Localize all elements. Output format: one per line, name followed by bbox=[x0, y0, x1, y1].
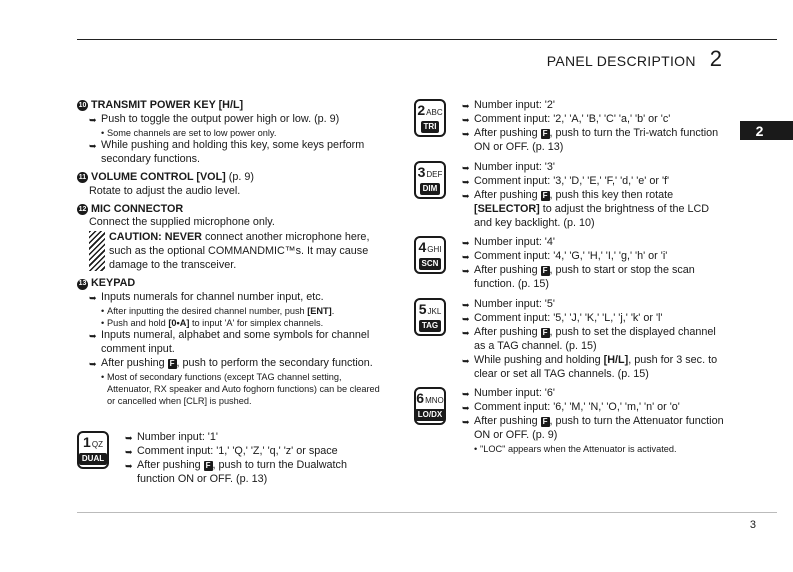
arrow-icon: ➥ bbox=[462, 163, 470, 173]
arrow-icon: ➥ bbox=[462, 314, 470, 324]
key-1-description: 1 QZ DUAL ➥ Number input: '1' ➥ Comment input: '1,' 'Q,' 'Z,' 'q,' 'z' or space ➥ After pushing F , push to turn the Dualwatch function ON or OFF. (p. 13) bbox=[77, 431, 387, 487]
section-title: PANEL DESCRIPTION bbox=[546, 53, 696, 69]
chapter-number: 2 bbox=[709, 46, 722, 71]
arrow-icon: ➥ bbox=[462, 238, 470, 248]
key-2-description: 2 ABC TRI ➥ Number input: '2' ➥ Comment input: '2,' 'A,' 'B,' 'C' 'a,' 'b' or 'c' ➥ After pushing F , push to turn the Tri-watch function ON or OFF. (p. 13) bbox=[414, 99, 724, 155]
arrow-icon: ➥ bbox=[462, 417, 470, 427]
arrow-icon: ➥ bbox=[125, 433, 133, 443]
key-4-scn-icon: 4 GHI SCN bbox=[414, 236, 446, 274]
arrow-icon: ➥ bbox=[462, 101, 470, 111]
key-1-dual-icon: 1 QZ DUAL bbox=[77, 431, 109, 469]
page-number: 3 bbox=[749, 519, 756, 531]
key-5-tag-icon: 5 JKL TAG bbox=[414, 298, 446, 336]
arrow-icon: ➥ bbox=[125, 447, 133, 457]
function-key-icon: F bbox=[542, 417, 548, 426]
key-3-description: 3 DEF DIM ➥ Number input: '3' ➥ Comment input: '3,' 'D,' 'E,' 'F,' 'd,' 'e' or 'f' ➥ After pushing F , push this key then rotate [SELECTOR] to adjust the brightness of the LCD and key backlight. (p. 10) bbox=[414, 161, 724, 231]
function-key-icon: F bbox=[205, 461, 211, 470]
item-number-badge: 13 bbox=[77, 279, 88, 290]
item-number-badge: 10 bbox=[77, 100, 88, 111]
section-keypad: 13 KEYPAD ➥ Inputs numerals for channel number input, etc. • After inputting the desired channel number, push [ENT]. • Push and hold [0•A] to input 'A' for simplex channels. ➥ Inputs numeral, alphabet and some symbols for channel comment input. ➥ After pushing F , push to perform the secondary function. • Most of secondary functions (except TAG channel setting, Attenuator, RX speaker and Auto foghorn functions) can be cleared or cancelled when [CLR] is pushed. bbox=[78, 277, 380, 406]
arrow-icon: ➥ bbox=[462, 389, 470, 399]
arrow-icon: ➥ bbox=[462, 129, 470, 139]
arrow-icon: ➥ bbox=[462, 300, 470, 310]
function-key-icon: F bbox=[542, 191, 548, 200]
page-header bbox=[547, 46, 722, 72]
key-6-lodx-icon: 6 MNO LO/DX bbox=[414, 387, 446, 425]
key-6-description: 6 MNO LO/DX ➥ Number input: '6' ➥ Comment input: '6,' 'M,' 'N,' 'O,' 'm,' 'n' or 'o' ➥ After pushing F , push to turn the Attenuator function ON or OFF. (p. 9) • "LOC" appears when the Attenuator is activated. bbox=[414, 387, 724, 455]
arrow-icon: ➥ bbox=[462, 177, 470, 187]
key-3-dim-icon: 3 DEF DIM bbox=[414, 161, 446, 199]
section-heading: TRANSMIT POWER KEY [H/L] bbox=[91, 99, 244, 111]
section-heading: MIC CONNECTOR bbox=[91, 202, 184, 215]
header-rule bbox=[77, 39, 777, 40]
arrow-icon: ➥ bbox=[462, 191, 470, 201]
section-heading: VOLUME CONTROL [VOL] bbox=[91, 170, 226, 183]
footer-rule bbox=[77, 512, 777, 513]
arrow-icon: ➥ bbox=[89, 358, 97, 369]
key-5-description: 5 JKL TAG ➥ Number input: '5' ➥ Comment input: '5,' 'J,' 'K,' 'L,' 'j,' 'k' or 'l' ➥ After pushing F , push to set the displayed channel as a TAG channel. (p. 15) ➥ While pushing and holding [H/L], push for 3 sec. to clear or set all TAG channels. (p. 15) bbox=[414, 298, 724, 382]
section-transmit-power: 10 TRANSMIT POWER KEY [H/L] ➥ Push to toggle the output power high or low. (p. 9) • Some channels are set to low power only. ➥ While pushing and holding this key, some keys perform secondary functions. bbox=[78, 99, 365, 165]
arrow-icon: ➥ bbox=[89, 330, 97, 341]
caution-hatch-icon bbox=[89, 231, 105, 271]
chapter-tab: 2 bbox=[740, 121, 793, 140]
arrow-icon: ➥ bbox=[89, 140, 97, 151]
left-column bbox=[77, 99, 387, 408]
key-4-description: 4 GHI SCN ➥ Number input: '4' ➥ Comment input: '4,' 'G,' 'H,' 'I,' 'g,' 'h' or 'i' ➥ After pushing F , push to start or stop the scan function. (p. 15) bbox=[414, 236, 724, 292]
section-volume: 11 VOLUME CONTROL [VOL] (p. 9) Rotate to adjust the audio level. bbox=[78, 170, 254, 197]
function-key-icon: F bbox=[542, 266, 548, 275]
arrow-icon: ➥ bbox=[89, 292, 97, 303]
section-heading: KEYPAD bbox=[91, 277, 136, 290]
arrow-icon: ➥ bbox=[462, 328, 470, 338]
function-key-icon: F bbox=[169, 358, 175, 368]
section-mic-connector: 12 MIC CONNECTOR Connect the supplied microphone only. CAUTION: NEVER connect another microphone here, such as the optional COMMANDMIC™s. It may cause damage to the transceiver. bbox=[77, 203, 387, 274]
arrow-icon: ➥ bbox=[462, 252, 470, 262]
arrow-icon: ➥ bbox=[462, 115, 470, 125]
caution-note: CAUTION: NEVER connect another microphone here, such as the optional COMMANDMIC™s. It may cause damage to the transceiver. bbox=[77, 231, 387, 273]
item-number-badge: 11 bbox=[77, 172, 88, 183]
arrow-icon: ➥ bbox=[462, 266, 470, 276]
arrow-icon: ➥ bbox=[462, 403, 470, 413]
key-2-tri-icon: 2 ABC TRI bbox=[414, 99, 446, 137]
function-key-icon: F bbox=[542, 129, 548, 138]
function-key-icon: F bbox=[542, 328, 548, 337]
arrow-icon: ➥ bbox=[462, 355, 470, 366]
item-number-badge: 12 bbox=[77, 204, 88, 215]
arrow-icon: ➥ bbox=[125, 461, 133, 471]
arrow-icon: ➥ bbox=[89, 114, 97, 125]
